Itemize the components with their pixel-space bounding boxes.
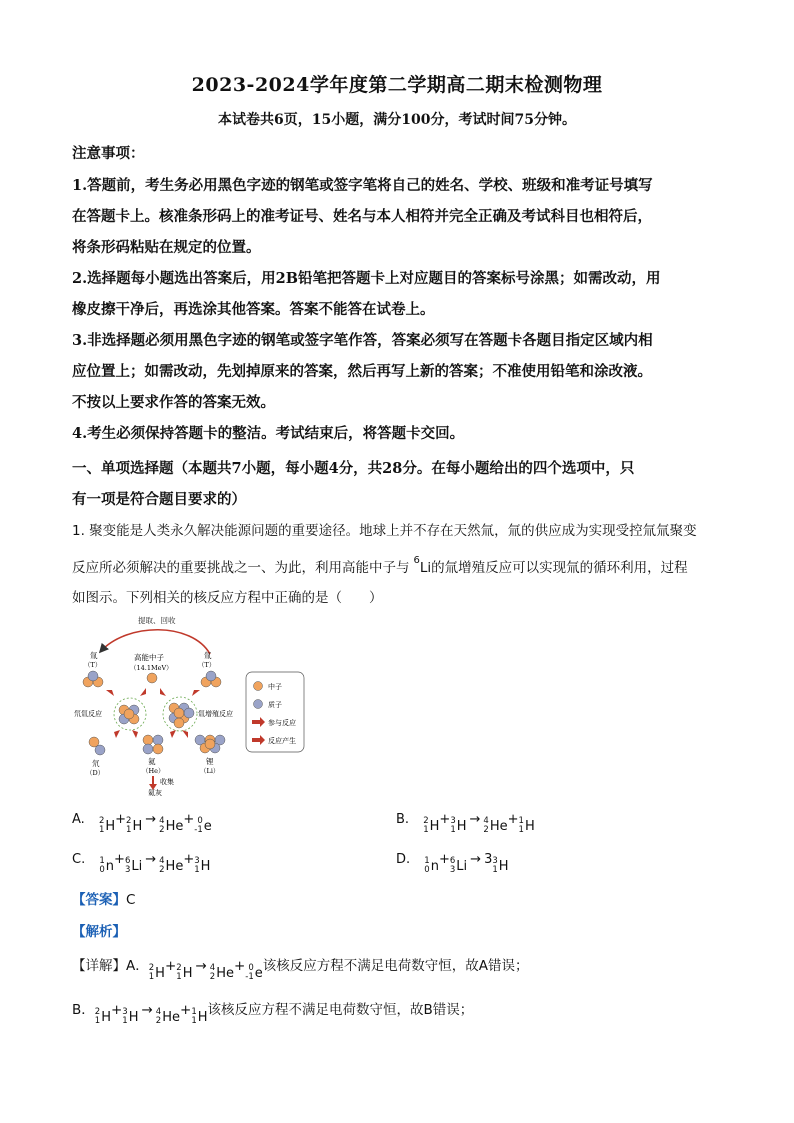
recycle-label: 提取、回收 xyxy=(138,616,176,625)
question-text: 反应所必须解决的重要挑战之一、为此，利用高能中子与 xyxy=(72,560,410,576)
deuterium-label: 氘 xyxy=(92,759,100,768)
question-1-stem xyxy=(72,516,732,613)
option-d[interactable]: D. 1 0 n + 6 3 Li → 3 3 1 H xyxy=(396,852,509,875)
tritium-right-symbol: （T） xyxy=(198,661,216,669)
note-line: 将条形码粘贴在规定的位置。 xyxy=(72,239,261,256)
detail-option-label: B． xyxy=(72,1002,95,1018)
neutron-energy: （14.1MeV） xyxy=(130,664,173,672)
helium-label: 氦 xyxy=(148,757,156,766)
ash-label: 氦灰 xyxy=(148,789,162,796)
recycle-arc xyxy=(100,630,210,654)
fusion-reaction-nuclei xyxy=(119,705,139,724)
deuterium-symbol: （D） xyxy=(86,769,105,777)
note-line: 不按以上要求作答的答案无效。 xyxy=(72,394,275,411)
legend-produce: 反应产生 xyxy=(268,737,296,745)
tritium-right-nucleus xyxy=(201,671,221,687)
note-line: 1.答题前，考生务必用黑色字迹的钢笔或签字笔将自己的姓名、学校、班级和准考证号填写 xyxy=(72,177,653,194)
question-line: 如图示。下列相关的核反应方程中正确的是（ ） xyxy=(72,590,383,606)
section-line: 有一项是符合题目要求的） xyxy=(72,491,246,508)
tritium-left-nucleus xyxy=(83,671,103,687)
neutron-source xyxy=(147,673,157,683)
option-a[interactable]: A. 2 1 H + 2 1 H → 4 2 He + 0 -1 e xyxy=(72,812,212,835)
section-line: 一、单项选择题（本题共7小题，每小题4分，共28分。在每小题给出的四个选项中，只 xyxy=(72,460,635,477)
deuterium-nucleus xyxy=(89,737,105,755)
tritium-left-label: 氚 xyxy=(90,651,98,660)
lithium-nucleus xyxy=(195,735,225,753)
notes-list xyxy=(72,170,732,449)
question-line: 1. 聚变能是人类永久解决能源问题的重要途径。地球上并不存在天然氚，氚的供应成为实现受控氚氚聚变 xyxy=(72,523,697,539)
legend-neutron: 中子 xyxy=(268,683,282,691)
helium-nucleus xyxy=(143,735,163,754)
note-line: 橡皮擦干净后，再选涂其他答案。答案不能答在试卷上。 xyxy=(72,301,435,318)
fusion-label: 氘氚反应 xyxy=(74,710,102,718)
section-heading xyxy=(72,453,732,515)
lithium-symbol-label: （Li） xyxy=(200,767,220,775)
exam-info: 本试卷共6页，15小题，满分100分，考试时间75分钟。 xyxy=(218,112,576,128)
collect-arrow xyxy=(149,776,157,790)
detail-line-a: 【详解】A． 2 1 H + 2 1 H → 4 2 He + 0 -1 e 该核反应方程不满足电荷数守恒，故A错误； xyxy=(72,958,529,982)
option-b[interactable]: B. 2 1 H + 3 1 H → 4 2 He + 1 1 H xyxy=(396,812,535,835)
collect-label: 收集 xyxy=(160,778,174,786)
note-line: 4.考生必须保持答题卡的整洁。考试结束后，将答题卡交回。 xyxy=(72,425,465,442)
breeding-label: 氚增殖反应 xyxy=(198,710,233,718)
note-line: 3.非选择题必须用黑色字迹的钢笔或签字笔作答，答案必须写在答题卡各题目指定区域内相 xyxy=(72,332,653,349)
note-line: 应位置上；如需改动，先划掉原来的答案，然后再写上新的答案；不准使用铅笔和涂改液。 xyxy=(72,363,652,380)
analysis-tag: 【解析】 xyxy=(72,924,126,940)
option-label: B. xyxy=(396,812,410,827)
detail-option-label: A． xyxy=(126,958,149,974)
helium-symbol: （He） xyxy=(142,767,165,775)
neutron-label: 高能中子 xyxy=(134,653,164,662)
note-line: 2.选择题每小题选出答案后，用2B铅笔把答题卡上对应题目的答案标号涂黑；如需改动，用 xyxy=(72,270,661,287)
breeding-reaction-nuclei xyxy=(169,703,194,728)
legend-proton: 质子 xyxy=(268,701,282,709)
detail-tag: 【详解】 xyxy=(72,958,126,974)
analysis-line xyxy=(72,920,126,940)
option-label: C. xyxy=(72,852,86,867)
question-line xyxy=(72,546,732,583)
lithium-mass-number: 6 xyxy=(413,555,420,566)
answer-tag: 【答案】 xyxy=(72,892,126,908)
option-label: A. xyxy=(72,812,85,827)
detail-text: 该核反应方程不满足电荷数守恒，故A错误； xyxy=(262,958,529,974)
option-c[interactable]: C. 1 0 n + 6 3 Li → 4 2 He + 3 1 H xyxy=(72,852,211,875)
detail-line-b: B． 2 1 H + 3 1 H → 4 2 He + 1 1 H 该核反应方程不满足电荷数守恒，故B错误； xyxy=(72,1002,474,1026)
lithium-label: 锂 xyxy=(206,757,214,766)
answer-line xyxy=(72,888,135,908)
detail-text: 该核反应方程不满足电荷数守恒，故B错误； xyxy=(207,1002,474,1018)
question-text: 的氚增殖反应可以实现氚的循环利用，过程 xyxy=(431,560,688,576)
tritium-right-label: 氚 xyxy=(204,651,212,660)
tritium-left-symbol: （T） xyxy=(84,661,102,669)
answer-value: C xyxy=(126,892,136,908)
lithium-symbol: Li xyxy=(419,560,432,576)
legend-participate: 参与反应 xyxy=(268,719,296,727)
notes-heading: 注意事项： xyxy=(72,145,145,162)
fusion-cycle-figure xyxy=(72,614,308,796)
option-label: D. xyxy=(396,852,411,867)
note-line: 在答题卡上。核准条形码上的准考证号、姓名与本人相符并完全正确及考试科目也相符后， xyxy=(72,208,652,225)
page-title: 2023-2024学年度第二学期高二期末检测物理 xyxy=(191,74,603,96)
